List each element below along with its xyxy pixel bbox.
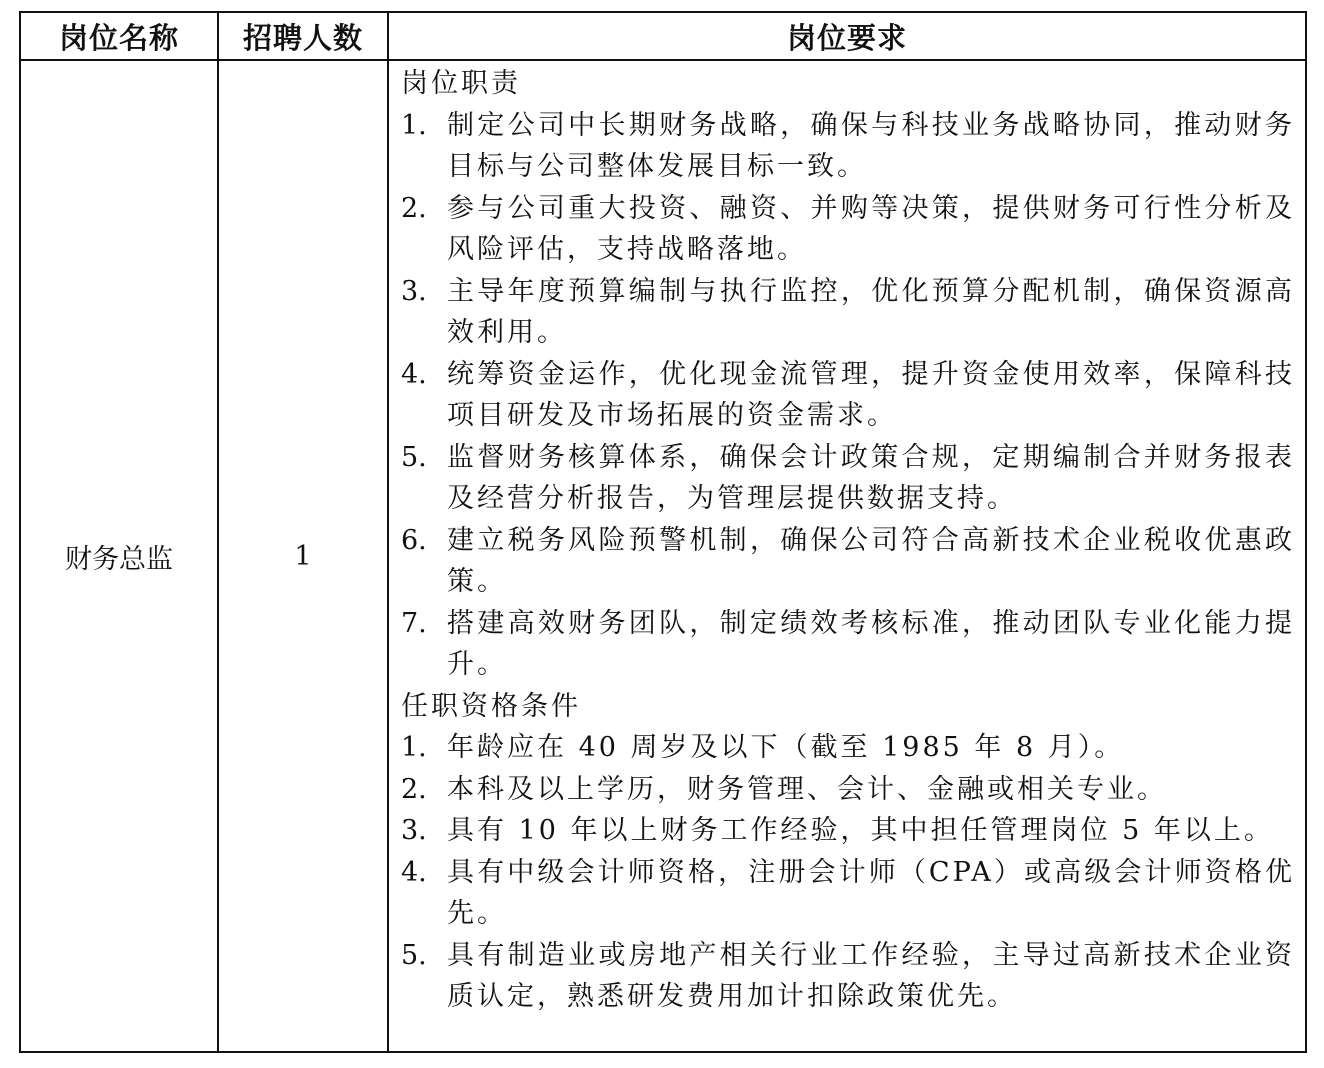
item-number: 7. bbox=[401, 607, 427, 639]
list-item bbox=[401, 727, 1295, 769]
item-text: 制定公司中长期财务战略，确保与科技业务战略协同，推动财务目标与公司整体发展目标一致。 bbox=[447, 109, 1295, 182]
header-requirements: 岗位要求 bbox=[388, 12, 1306, 60]
item-text: 主导年度预算编制与执行监控，优化预算分配机制，确保资源高效利用。 bbox=[447, 275, 1295, 348]
item-number: 2. bbox=[401, 773, 427, 805]
duties-title: 岗位职责 bbox=[401, 68, 521, 99]
list-item bbox=[401, 437, 1295, 520]
item-number: 4. bbox=[401, 856, 427, 888]
table-row bbox=[20, 60, 1306, 1052]
qualifications-title: 任职资格条件 bbox=[401, 690, 581, 722]
list-item bbox=[401, 935, 1295, 1018]
headcount-cell: 1 bbox=[218, 60, 388, 1052]
requirements-cell bbox=[388, 60, 1306, 1052]
item-number: 6. bbox=[401, 524, 427, 556]
job-requirements-table bbox=[19, 11, 1307, 1053]
list-item bbox=[401, 769, 1295, 811]
list-item bbox=[401, 354, 1295, 437]
item-text: 具有中级会计师资格，注册会计师（CPA）或高级会计师资格优先。 bbox=[447, 856, 1295, 929]
item-number: 3. bbox=[401, 275, 427, 307]
item-text: 建立税务风险预警机制，确保公司符合高新技术企业税收优惠政策。 bbox=[447, 524, 1295, 597]
item-text: 参与公司重大投资、融资、并购等决策，提供财务可行性分析及风险评估，支持战略落地。 bbox=[447, 192, 1295, 265]
item-number: 4. bbox=[401, 358, 427, 390]
list-item bbox=[401, 520, 1295, 603]
item-text: 具有 10 年以上财务工作经验，其中担任管理岗位 5 年以上。 bbox=[447, 815, 1274, 846]
list-item bbox=[401, 603, 1295, 686]
item-number: 5. bbox=[401, 939, 427, 971]
item-text: 具有制造业或房地产相关行业工作经验，主导过高新技术企业资质认定，熟悉研发费用加计扣除政策优先。 bbox=[447, 939, 1295, 1012]
item-text: 监督财务核算体系，确保会计政策合规，定期编制合并财务报表及经营分析报告，为管理层提供数据支持。 bbox=[447, 441, 1295, 514]
item-number: 3. bbox=[401, 815, 427, 846]
item-number: 1. bbox=[401, 732, 427, 763]
list-item bbox=[401, 271, 1295, 354]
item-text: 年龄应在 40 周岁及以下（截至 1985 年 8 月）。 bbox=[447, 732, 1125, 763]
header-position-name: 岗位名称 bbox=[20, 12, 218, 60]
qualifications-list bbox=[401, 727, 1295, 1018]
item-text: 搭建高效财务团队，制定绩效考核标准，推动团队专业化能力提升。 bbox=[447, 607, 1295, 680]
item-text: 本科及以上学历，财务管理、会计、金融或相关专业。 bbox=[447, 773, 1167, 805]
item-number: 5. bbox=[401, 441, 427, 473]
list-item bbox=[401, 852, 1295, 935]
duties-list bbox=[401, 105, 1295, 686]
item-number: 1. bbox=[401, 109, 427, 141]
list-item bbox=[401, 188, 1295, 271]
item-number: 2. bbox=[401, 192, 427, 224]
list-item bbox=[401, 105, 1295, 188]
list-item bbox=[401, 810, 1295, 852]
header-headcount: 招聘人数 bbox=[218, 12, 388, 60]
item-text: 统筹资金运作，优化现金流管理，提升资金使用效率，保障科技项目研发及市场拓展的资金需求。 bbox=[447, 358, 1295, 431]
header-row bbox=[20, 12, 1306, 60]
position-name-cell: 财务总监 bbox=[20, 60, 218, 1052]
